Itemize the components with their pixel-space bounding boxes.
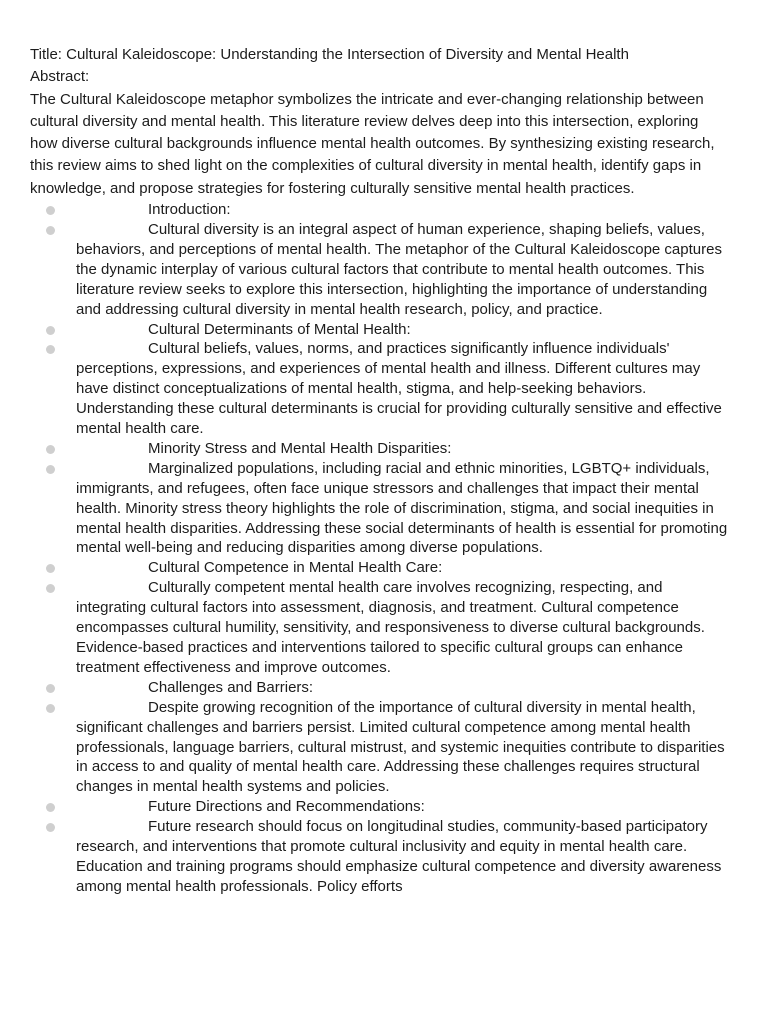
bullet-icon [46, 684, 55, 693]
bullet-icon [46, 445, 55, 454]
abstract-text: The Cultural Kaleidoscope metaphor symbolizes the intricate and ever-changing relationship between cultural diversity and mental health. This literature review delves deep into this intersection, exploring how diverse cultural backgrounds influence mental health outcomes. By synthesizing existing research, this review aims to shed light on the complexities of cultural diversity in mental health, identify gaps in knowledge, and propose strategies for fostering culturally sensitive mental health practices. [30, 90, 715, 197]
bullet-icon [46, 704, 55, 713]
list-item-text: Culturally competent mental health care involves recognizing, respecting, and integrating cultural factors into assessment, diagnosis, and treatment. Cultural competence encompasses cultural humility, sensitivity, and responsiveness to diverse cultural backgrounds. Evidence-based practices and interventions tailored to specific cultural groups can enhance treatment effectiveness and improve outcomes. [76, 579, 705, 676]
list-item-text: Cultural Determinants of Mental Health: [148, 320, 411, 338]
bullet-icon [46, 326, 55, 335]
list-item-text: Marginalized populations, including racial and ethnic minorities, LGBTQ+ individuals, immigrants, and refugees, often face unique stressors and challenges that impact their mental health. Minority stress theory highlights the role of discrimination, stigma, and social inequities in mental health disparities. Addressing these social determinants of health is essential for promoting mental well-being and reducing disparities among diverse populations. [76, 459, 728, 557]
list-item-minority-heading [30, 439, 730, 459]
section-list [30, 200, 730, 897]
list-item-text: Challenges and Barriers: [148, 678, 314, 696]
bullet-icon [46, 823, 55, 832]
bullet-icon [46, 564, 55, 573]
document-body [30, 44, 730, 897]
list-item-introduction-body [30, 220, 730, 320]
list-item-text: Cultural Competence in Mental Health Care: [148, 559, 443, 577]
bullet-icon [46, 584, 55, 593]
document-title: Title: Cultural Kaleidoscope: Understanding the Intersection of Diversity and Mental Health [30, 46, 629, 63]
list-item-determinants-body [30, 339, 730, 439]
list-item-text: Future Directions and Recommendations: [148, 798, 425, 816]
list-item-introduction-heading [30, 200, 730, 220]
list-item-challenges-heading [30, 678, 730, 698]
bullet-icon [46, 206, 55, 215]
abstract-label: Abstract: [30, 68, 90, 86]
bullet-icon [46, 803, 55, 812]
list-item-determinants-heading [30, 320, 730, 340]
bullet-icon [46, 465, 55, 474]
bullet-icon [46, 345, 55, 354]
list-item-minority-body [30, 459, 730, 559]
list-item-competence-heading [30, 558, 730, 578]
list-item-text: Cultural diversity is an integral aspect of human experience, shaping beliefs, values, behaviors, and perceptions of mental health. The metaphor of the Cultural Kaleidoscope captures the dynamic interplay of various cultural factors that contribute to mental health outcomes. This literature review seeks to explore this intersection, highlighting the importance of understanding and addressing cultural diversity in mental health research, policy, and practice. [76, 220, 722, 318]
list-item-challenges-body [30, 698, 730, 798]
bullet-icon [46, 226, 55, 235]
list-item-text: Despite growing recognition of the importance of cultural diversity in mental health, significant challenges and barriers persist. Limited cultural competence among mental health professionals, language barriers, cultural mistrust, and systemic inequities contribute to disparities in access to and quality of mental health care. Addressing these challenges requires structural changes in mental health systems and policies. [76, 698, 725, 796]
list-item-text: Introduction: [148, 201, 231, 219]
list-item-text: Cultural beliefs, values, norms, and practices significantly influence individuals' perceptions, expressions, and experiences of mental health and illness. Different cultures may have distinct conceptualizations of mental health, stigma, and help-seeking behaviors. Understanding these cultural determinants is crucial for providing culturally sensitive and effective mental health care. [76, 340, 722, 438]
list-item-future-body [30, 817, 730, 897]
list-item-text: Future research should focus on longitudinal studies, community-based participatory research, and interventions that promote cultural inclusivity and equity in mental health care. Education and training programs should emphasize cultural competence and diversity awareness among mental health professionals. Policy efforts [76, 818, 722, 895]
list-item-future-heading [30, 797, 730, 817]
list-item-text: Minority Stress and Mental Health Disparities: [148, 439, 452, 457]
list-item-competence-body [30, 578, 730, 678]
